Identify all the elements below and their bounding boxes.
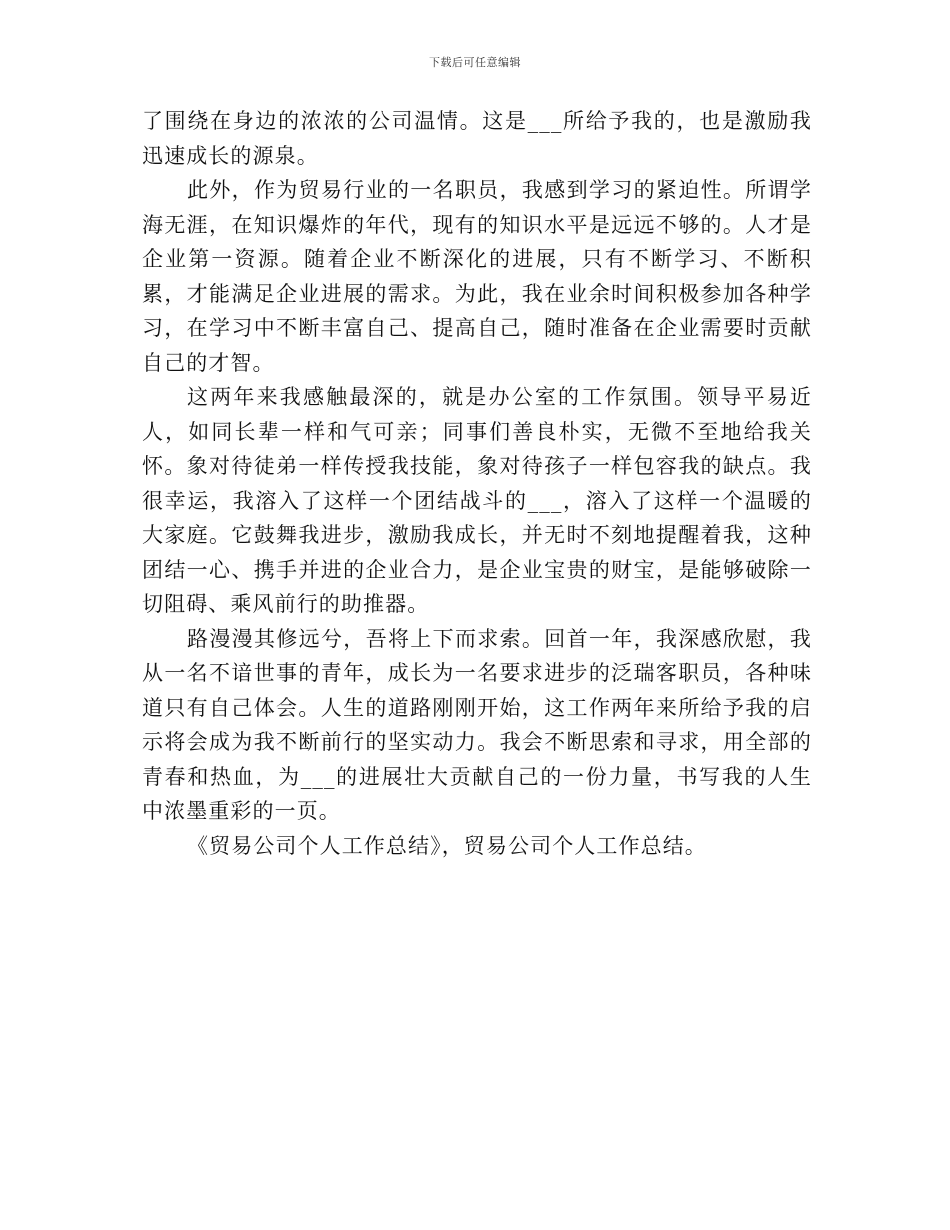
- paragraph-learning: 此外，作为贸易行业的一名职员，我感到学习的紧迫性。所谓学海无涯，在知识爆炸的年代，现有的知识水平是远远不够的。人才是企业第一资源。随着企业不断深化的进展，只有不断学习、不断积累，才能满足企业进展的需求。为此，我在业余时间积极参加各种学习，在学习中不断丰富自己、提高自己，随时准备在企业需要时贡献自己的才智。: [142, 178, 812, 375]
- paragraph-office-atmosphere: 这两年来我感触最深的，就是办公室的工作氛围。领导平易近人，如同长辈一样和气可亲；同事们善良朴实，无微不至地给我关怀。象对待徒弟一样传授我技能，象对待孩子一样包容我的缺点。我很幸运，我溶入了这样一个团结战斗的___，溶入了这样一个温暖的大家庭。它鼓舞我进步，激励我成长，并无时不刻地提醒着我，这种团结一心、携手并进的企业合力，是企业宝贵的财宝，是能够破除一切阻碍、乘风前行的助推器。: [142, 385, 812, 616]
- paragraph-continuation: 了围绕在身边的浓浓的公司温情。这是___所给予我的，也是激励我迅速成长的源泉。: [142, 109, 812, 168]
- document-body: [142, 104, 812, 863]
- page-header: 下载后可任意编辑: [429, 56, 521, 69]
- paragraph-outlook: 路漫漫其修远兮，吾将上下而求索。回首一年，我深感欣慰，我从一名不谙世事的青年，成长为一名要求进步的泛瑞客职员，各种味道只有自己体会。人生的道路刚刚开始，这工作两年来所给予我的启示将会成为我不断前行的坚实动力。我会不断思索和寻求，用全部的青春和热血，为___的进展壮大贡献自己的一份力量，书写我的人生中浓墨重彩的一页。: [142, 626, 812, 823]
- paragraph-closing: 《贸易公司个人工作总结》，贸易公司个人工作总结。: [187, 833, 707, 858]
